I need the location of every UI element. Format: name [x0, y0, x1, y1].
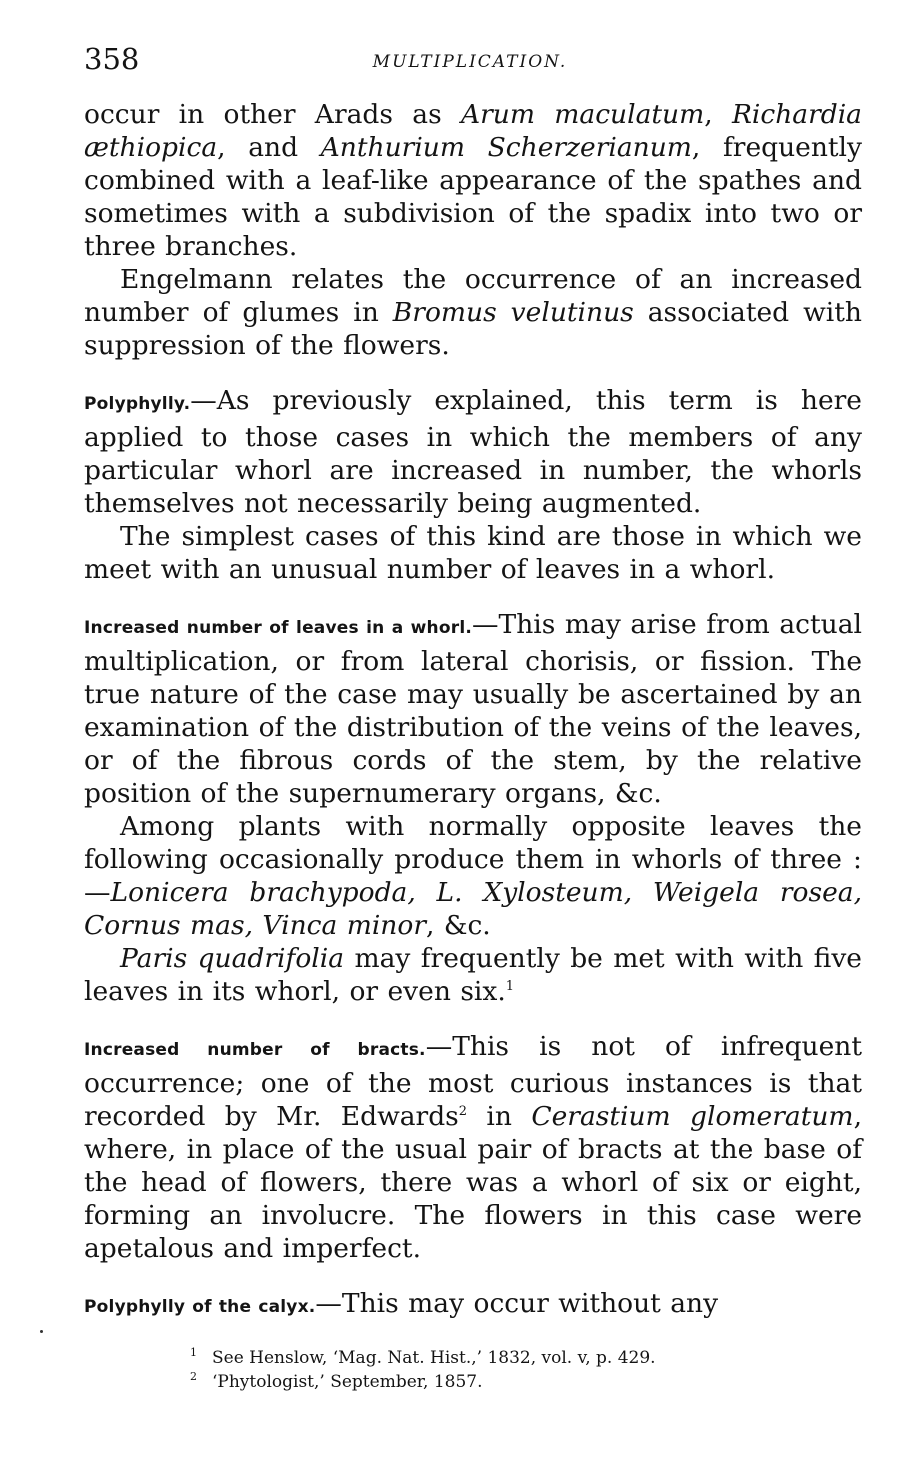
species-name: Paris quadrifolia — [120, 943, 345, 974]
page-number: 358 — [84, 42, 140, 76]
species-name: Bromus velutinus — [392, 297, 634, 328]
paragraph-paris: Paris quadrifolia may frequently be met with with five leaves in its whorl, or even six.$^1$ — [84, 943, 862, 1007]
species-name: Cerastium glomeratum — [531, 1101, 854, 1132]
section-heading-bracts: Increased number of bracts. — [84, 1040, 426, 1060]
section-heading-polyphylly: Polyphylly. — [84, 394, 191, 414]
paragraph-arads: occur in other Arads as Arum maculatum, Richardia æthiopica, and Anthurium Scherzerianum, frequently combined with a leaf-like appearance of the spathes and sometimes with a subdivision of the spadix into two or three branches. — [84, 99, 862, 262]
print-speck — [40, 1330, 43, 1333]
paragraph-polyphylly: Polyphylly.—As previously explained, this term is here applied to those cases in which the members of any particular whorl are increased in number, the whorls themselves not necessarily being augmented. — [84, 385, 862, 519]
paragraph-leaves-in-whorl: Increased number of leaves in a whorl.—This may arise from actual multiplication, or from lateral chorisis, or fission. The true nature of the case may usually be ascertained by an examination of the distribution of the veins of the leaves, or of the fibrous cords of the stem, by the relative position of the supernumerary organs, &c. — [84, 609, 863, 809]
paragraph-opposite-leaves: Among plants with normally opposite leaves the following occasionally produce them in whorls of three :—Lonicera brachypoda, L. Xylosteum, Weigela rosea, Cornus mas, Vinca minor, &c. — [84, 811, 862, 941]
section-heading-leaves-whorl: Increased number of leaves in a whorl. — [84, 618, 473, 638]
paragraph-simplest-cases: The simplest cases of this kind are those in which we meet with an unusual number of leaves in a whorl. — [84, 521, 862, 585]
species-name: Richardia æthiopica — [84, 99, 862, 163]
paragraph-bracts: Increased number of bracts.—This is not of infrequent occurrence; one of the most curious instances is that recorded by Mr. Edwards$^2$ in Cerastium glomeratum, where, in place of the usual pair of bracts at the base of the head of flowers, there was a whorl of six or eight, forming an involucre. The flowers in this case were apetalous and imperfect. — [84, 1031, 862, 1264]
footnote-text: ‘Phytologist,’ September, 1857. — [212, 1372, 483, 1392]
body-text — [84, 98, 862, 1324]
footnote-ref-2[interactable]: 2 — [458, 1104, 468, 1120]
footnote: 1 See Henslow, ‘Mag. Nat. Hist.,’ 1832, vol. v, p. 429. — [190, 1346, 656, 1368]
running-title: MULTIPLICATION. — [372, 52, 568, 72]
footnote-text: See Henslow, ‘Mag. Nat. Hist.,’ 1832, vol. v, p. 429. — [212, 1348, 656, 1368]
footnote-ref-1[interactable]: 1 — [505, 979, 515, 995]
footnote: 2 ‘Phytologist,’ September, 1857. — [190, 1370, 483, 1392]
page-header — [84, 40, 856, 80]
species-name: Anthurium Scherzerianum — [320, 132, 692, 163]
species-name: Arum maculatum — [460, 99, 705, 130]
paragraph-calyx: Polyphylly of the calyx.—This may occur without any — [84, 1288, 719, 1319]
section-heading-calyx: Polyphylly of the calyx. — [84, 1297, 316, 1317]
species-list: Lonicera brachypoda, L. Xylosteum, Weigela rosea, Cornus mas, Vinca minor — [84, 877, 862, 941]
paragraph-engelmann: Engelmann relates the occurrence of an increased number of glumes in Bromus velutinus associated with suppression of the flowers. — [84, 264, 862, 361]
footnotes — [190, 1346, 810, 1394]
